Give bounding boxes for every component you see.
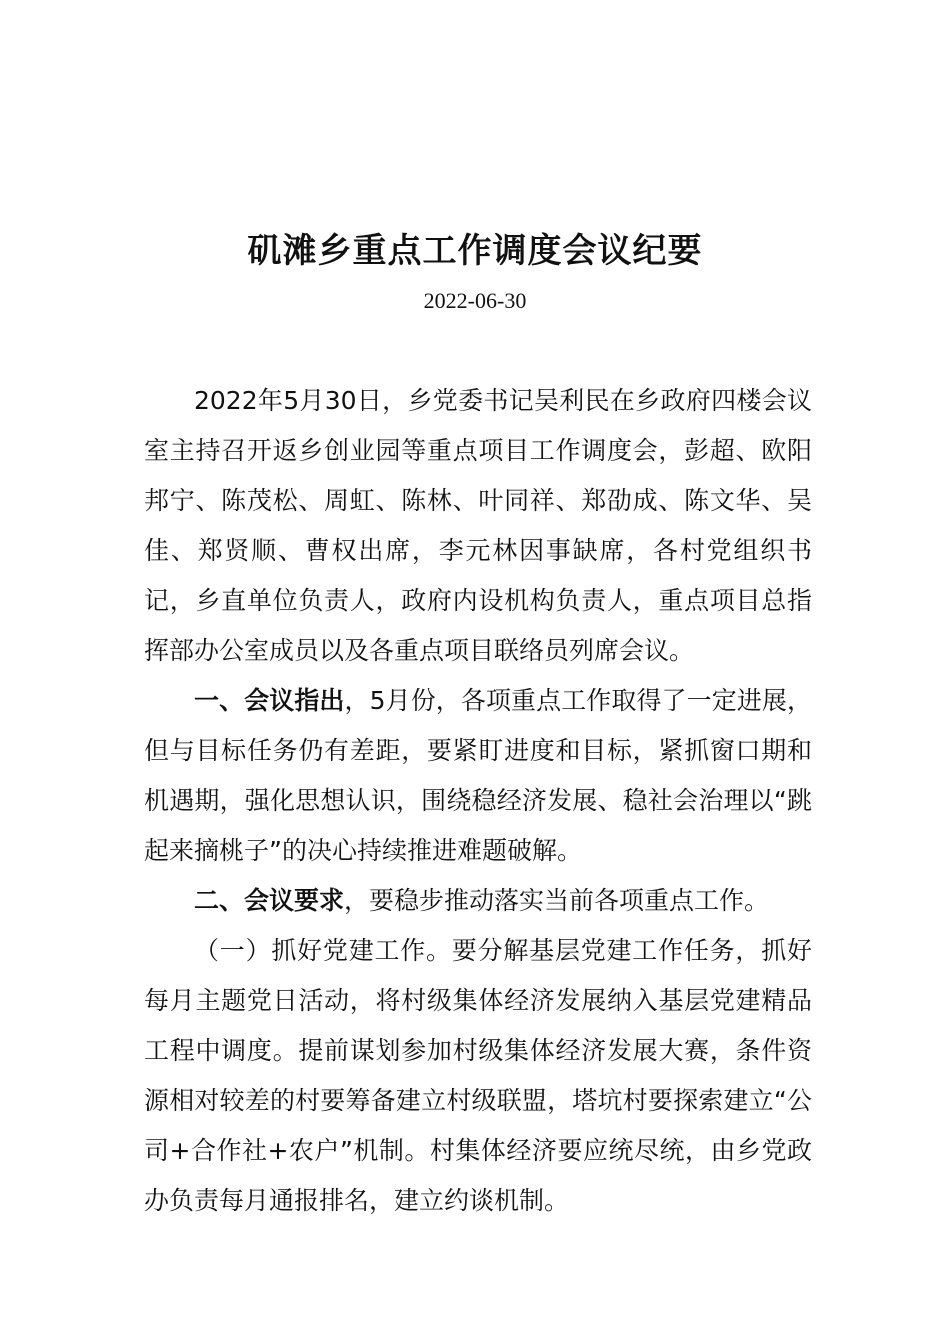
- paragraph-meeting-points: [144, 676, 812, 876]
- paragraph-meeting-requirements: [144, 876, 812, 926]
- section-heading-meeting-requirements: 二、会议要求: [194, 886, 345, 915]
- paragraph-text: （一）抓好党建工作。要分解基层党建工作任务，抓好每月主题党日活动，将村级集体经济发展纳入基层党建精品工程中调度。提前谋划参加村级集体经济发展大赛，条件资源相对较差的村要筹备建立村级联盟，塔坑村要探索建立“公司+合作社+农户”机制。村集体经济要应统尽统，由乡党政办负责每月通报排名，建立约谈机制。: [144, 936, 812, 1215]
- section-heading-meeting-points: 一、会议指出: [194, 686, 345, 715]
- paragraph-text: 2022年5月30日，乡党委书记吴利民在乡政府四楼会议室主持召开返乡创业园等重点项目工作调度会，彭超、欧阳邦宁、陈茂松、周虹、陈林、叶同祥、郑劭成、陈文华、吴佳、郑贤顺、曹权出席，李元林因事缺席，各村党组织书记，乡直单位负责人，政府内设机构负责人，重点项目总指挥部办公室成员以及各重点项目联络员列席会议。: [144, 386, 812, 665]
- document-body: [144, 376, 812, 1226]
- document-title: 矶滩乡重点工作调度会议纪要: [247, 231, 703, 271]
- document-date: 2022-06-30: [423, 288, 527, 313]
- paragraph-text: ，5月份，各项重点工作取得了一定进展，但与目标任务仍有差距，要紧盯进度和目标，紧抓窗口期和机遇期，强化思想认识，围绕稳经济发展、稳社会治理以“跳起来摘桃子”的决心持续推进难题破解。: [144, 686, 812, 865]
- paragraph-text: ，要稳步推动落实当前各项重点工作。: [344, 886, 770, 915]
- paragraph-attendance: [144, 376, 812, 676]
- paragraph-party-building: [144, 926, 812, 1226]
